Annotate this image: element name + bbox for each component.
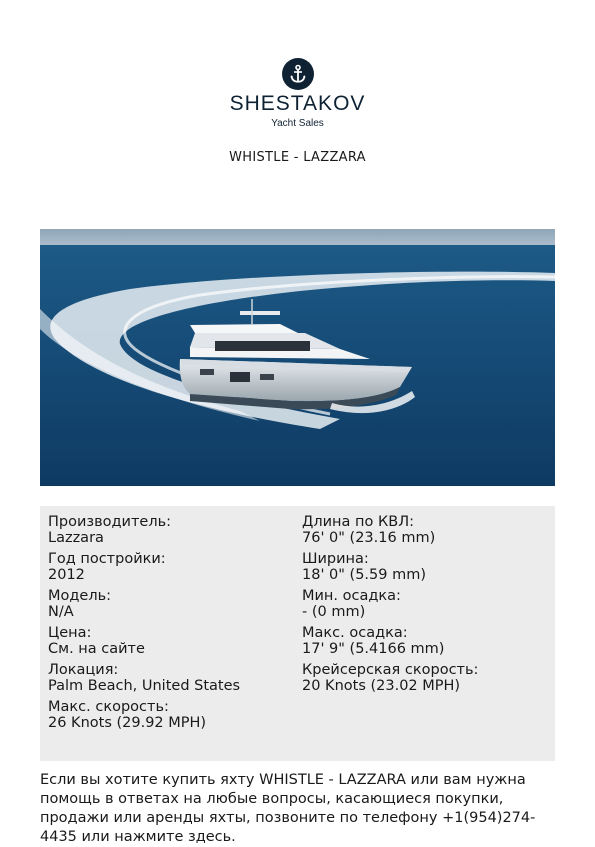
spec-model — [48, 588, 298, 620]
spec-label: Ширина: — [302, 551, 369, 567]
spec-value: Lazzara — [48, 530, 104, 546]
specs-panel — [40, 506, 555, 761]
spec-price — [48, 625, 298, 657]
spec-label: Длина по КВЛ: — [302, 514, 414, 530]
spec-value: - (0 mm) — [302, 604, 366, 620]
spec-value: 2012 — [48, 567, 85, 583]
spec-beam — [302, 551, 552, 583]
document-title: WHISTLE - LAZZARA — [229, 150, 366, 165]
spec-cruise-speed — [302, 662, 552, 694]
spec-lwl — [302, 514, 552, 546]
anchor-icon — [282, 58, 314, 90]
specs-column-right — [302, 514, 552, 699]
brand-tagline: Yacht Sales — [271, 118, 324, 129]
spec-value: N/A — [48, 604, 74, 620]
brand-logo — [0, 58, 595, 129]
spec-label: Макс. скорость: — [48, 699, 169, 715]
spec-max-draft — [302, 625, 552, 657]
intro-paragraph: Если вы хотите купить яхту WHISTLE - LAZZARA или вам нужна помощь в ответах на любые вопросы, касающиеся покупки, продажи или аренды яхты, позвоните по телефону +1(954)274-4435 или нажмите здесь. — [40, 772, 536, 845]
brand-name: SHESTAKOV — [229, 92, 366, 115]
spec-label: Крейсерская скорость: — [302, 662, 479, 678]
spec-label: Производитель: — [48, 514, 172, 530]
spec-value: 26 Knots (29.92 MPH) — [48, 715, 207, 731]
spec-label: Локация: — [48, 662, 119, 678]
spec-label: Цена: — [48, 625, 92, 641]
spec-value: 17' 9" (5.4166 mm) — [302, 641, 445, 657]
spec-value: 18' 0" (5.59 mm) — [302, 567, 427, 583]
spec-value: 20 Knots (23.02 MPH) — [302, 678, 461, 694]
specs-column-left — [48, 514, 298, 736]
spec-value: Palm Beach, United States — [48, 678, 241, 694]
yacht-photo — [40, 229, 555, 486]
spec-label: Макс. осадка: — [302, 625, 408, 641]
spec-label: Модель: — [48, 588, 112, 604]
spec-year — [48, 551, 298, 583]
spec-label: Мин. осадка: — [302, 588, 401, 604]
spec-label: Год постройки: — [48, 551, 166, 567]
spec-max-speed — [48, 699, 298, 731]
spec-min-draft — [302, 588, 552, 620]
spec-location — [48, 662, 298, 694]
spec-builder — [48, 514, 298, 546]
spec-value: См. на сайте — [48, 641, 145, 657]
spec-value: 76' 0" (23.16 mm) — [302, 530, 436, 546]
